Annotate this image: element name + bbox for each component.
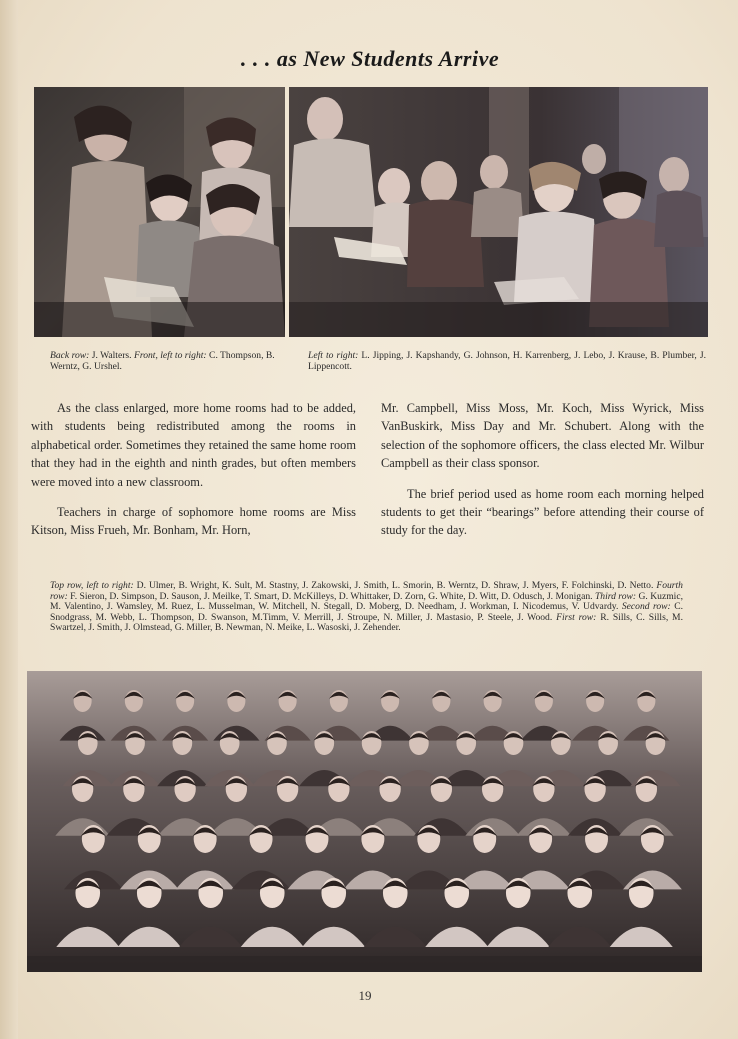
- roster-second-names: C. Snodgrass, M. Webb, L. Thompson, D. Swanson, M.Timm, V. Merrill, J. Stroupe, N. Miller, J. Mastasio, P. Steele, J. Wood.: [50, 601, 683, 623]
- body-column-left: [31, 399, 356, 552]
- caption-left-label-front: Front, left to right:: [133, 350, 207, 361]
- photo-sophomore-class-image: [27, 671, 702, 972]
- roster-top-label: Top row, left to right:: [50, 580, 134, 591]
- caption-right-label: Left to right:: [308, 350, 359, 361]
- page-title: . . . as New Students Arrive: [240, 46, 500, 71]
- body-right-paragraph-1: Mr. Campbell, Miss Moss, Mr. Koch, Miss Wyrick, Miss VanBuskirk, Miss Day and Mr. Schubert. Along with the selection of the sophomore officers, the class elected Mr. Wilbur Campbell as their class sponsor.: [381, 401, 704, 471]
- caption-left-label-back: Back row:: [50, 350, 90, 361]
- roster-second-label: Second row:: [621, 601, 671, 613]
- body-right-paragraph-2: The brief period used as home room each morning helped students to get their “bearings” before attending their course of study for the day.: [381, 486, 704, 538]
- roster-first-label: First row:: [556, 611, 597, 623]
- caption-left-photo: [50, 350, 280, 372]
- caption-left-text-back: J. Walters.: [89, 350, 134, 361]
- caption-right-text: L. Jipping, J. Kapshandy, G. Johnson, H. Karrenberg, J. Lebo, J. Krause, B. Plumber, J. Lippencott.: [308, 350, 706, 372]
- roster-third-names: G. Kuzmic, M. Valentino, J. Wamsley, M. Ruez, L. Musselman, W. Mitchell, N. Stegall, D. Moberg, D. Needham, J. Workman, I. Nicodemus, V. Udvardy.: [50, 590, 683, 613]
- class-photo-roster: [50, 581, 683, 634]
- photo-sophomore-class: [27, 671, 702, 972]
- photo-classroom-group: [289, 87, 708, 337]
- roster-fourth-label: Fourth row:: [50, 580, 683, 602]
- photo-group-reading-image: [34, 87, 285, 337]
- caption-right-photo: [308, 350, 706, 372]
- roster-third-label: Third row:: [594, 590, 637, 602]
- body-column-right: [381, 399, 704, 552]
- body-left-paragraph-1: As the class enlarged, more home rooms had to be added, with students being redistributed among the rooms in alphabetical order. Sometimes they retained the same home room that they had in the eighth and ninth grades, but often members were moved into a new classroom.: [31, 401, 356, 489]
- page-number: 19: [358, 988, 372, 1003]
- photo-classroom-group-image: [289, 87, 708, 337]
- roster-top-names: D. Ulmer, B. Wright, K. Sult, M. Stastny, J. Zakowski, J. Smith, L. Smorin, B. Werntz, D. Shraw, J. Myers, F. Folchinski, D. Netto.: [133, 580, 657, 591]
- roster-first-names: R. Sills, C. Sills, M. Swartzel, J. Smith, J. Olmstead, G. Miller, B. Newman, N. Meike, L. Wasoski, J. Zehender.: [50, 611, 683, 634]
- photo-group-reading: [34, 87, 285, 337]
- caption-left-text-front: C. Thompson, B. Werntz, G. Urshel.: [50, 350, 275, 372]
- roster-fourth-names: F. Sieron, D. Simpson, D. Sauson, J. Meilke, T. Smart, D. McKilleys, D. Whittaker, D. Zorn, G. White, D. Witt, D. Odusch, J. Monigan.: [67, 590, 595, 602]
- body-left-paragraph-2: Teachers in charge of sophomore home rooms are Miss Kitson, Miss Frueh, Mr. Bonham, Mr. Horn,: [31, 505, 356, 538]
- page-binding-shadow: [0, 0, 18, 1039]
